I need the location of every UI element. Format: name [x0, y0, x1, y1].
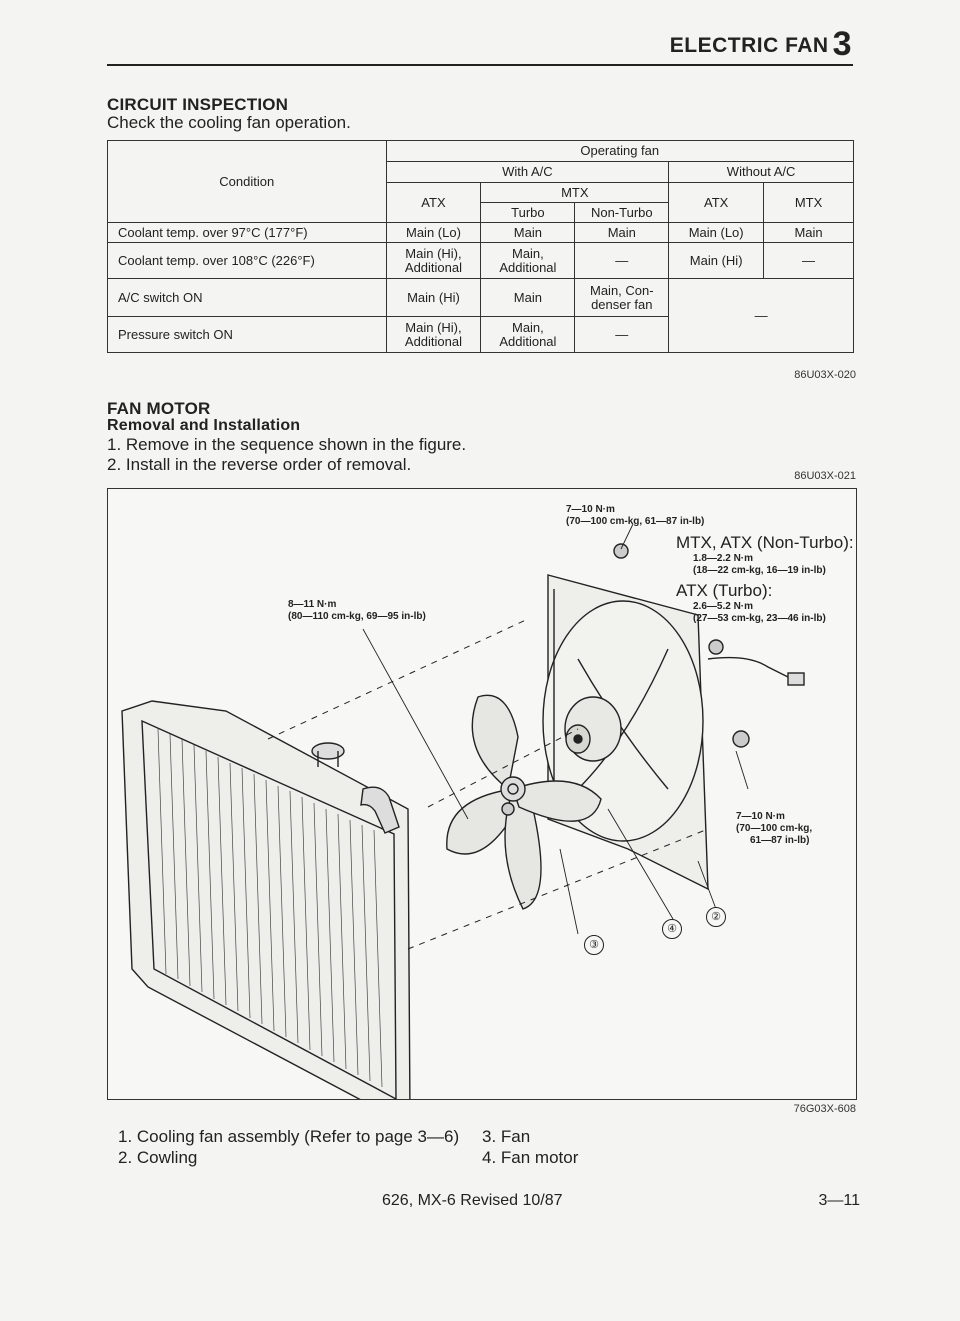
- table-cell: Main: [481, 279, 575, 317]
- exploded-view-figure: [107, 488, 857, 1100]
- callout-2: ②: [706, 907, 726, 927]
- table-cell: Main, Additional: [481, 243, 575, 279]
- figure-code-top: 86U03X-021: [794, 470, 856, 482]
- table-cell: Main, Additional: [481, 317, 575, 353]
- table-cell: —: [575, 317, 669, 353]
- legend-item-1: 1. Cooling fan assembly (Refer to page 3—6): [118, 1127, 460, 1146]
- step-2: 2. Install in the reverse order of removal.: [107, 455, 412, 474]
- table-cell: Main (Hi), Additional: [386, 317, 481, 353]
- table-row: [108, 243, 854, 279]
- row-condition: Pressure switch ON: [108, 317, 387, 353]
- table-cell: —: [764, 243, 854, 279]
- fan-operation-table: [107, 140, 854, 353]
- table-cell: Main (Hi), Additional: [386, 243, 481, 279]
- mtx-atx-torque: [693, 553, 826, 577]
- atx-turbo-torque-value: 2.6—5.2 N·m: [693, 601, 754, 612]
- callout-3: ③: [584, 935, 604, 955]
- th-turbo: Turbo: [481, 203, 575, 223]
- section-number: 3: [832, 25, 852, 63]
- th-without-ac: Without A/C: [669, 162, 854, 183]
- torque-top-units: (70—100 cm-kg, 61—87 in-lb): [566, 516, 705, 527]
- torque-right-units-2: 61—87 in-lb): [750, 835, 810, 846]
- page-number: 3—11: [818, 1192, 860, 1209]
- torque-right-units: (70—100 cm-kg,: [736, 823, 813, 834]
- step-1: 1. Remove in the sequence shown in the figure.: [107, 435, 467, 454]
- th-atx-noac: ATX: [669, 183, 764, 223]
- torque-left-units: (80—110 cm-kg, 69—95 in-lb): [288, 611, 426, 622]
- legend-item-4: 4. Fan motor: [482, 1148, 579, 1167]
- row-condition: Coolant temp. over 97°C (177°F): [108, 223, 387, 243]
- th-with-ac: With A/C: [386, 162, 669, 183]
- circuit-heading: CIRCUIT INSPECTION: [107, 95, 289, 114]
- th-non-turbo: Non-Turbo: [575, 203, 669, 223]
- table-cell: Main (Hi): [386, 279, 481, 317]
- torque-left-value: 8—11 N·m: [288, 599, 337, 610]
- legend-item-2: 2. Cowling: [118, 1148, 198, 1167]
- table-cell: Main: [575, 223, 669, 243]
- table-cell: Main (Lo): [669, 223, 764, 243]
- torque-top-value: 7—10 N·m: [566, 504, 615, 515]
- table-row: [108, 223, 854, 243]
- table-row: [108, 279, 854, 317]
- circuit-intro: Check the cooling fan operation.: [107, 113, 351, 132]
- table-cell: —: [575, 243, 669, 279]
- torque-top-label: [566, 504, 704, 528]
- atx-turbo-torque-units: (27—53 cm-kg, 23—46 in-lb): [693, 613, 826, 624]
- table-code: 86U03X-020: [794, 369, 856, 381]
- row-condition: Coolant temp. over 108°C (226°F): [108, 243, 387, 279]
- th-mtx-noac: MTX: [764, 183, 854, 223]
- mtx-atx-label: MTX, ATX (Non-Turbo):: [676, 533, 854, 552]
- fan-motor-heading: FAN MOTOR: [107, 399, 211, 418]
- th-atx: ATX: [386, 183, 481, 223]
- removal-subheading: Removal and Installation: [107, 417, 301, 434]
- callout-4: ④: [662, 919, 682, 939]
- page-header: [670, 22, 852, 61]
- header-title: ELECTRIC FAN: [669, 34, 829, 57]
- th-condition: Condition: [108, 141, 387, 223]
- row-condition: A/C switch ON: [108, 279, 387, 317]
- footer-revision: 626, MX-6 Revised 10/87: [382, 1192, 563, 1209]
- torque-right-label: [736, 811, 812, 847]
- torque-right-value: 7—10 N·m: [736, 811, 785, 822]
- mtx-atx-torque-value: 1.8—2.2 N·m: [693, 553, 754, 564]
- torque-left-label: [288, 599, 426, 623]
- th-operating-fan: Operating fan: [386, 141, 854, 162]
- header-rule: [107, 64, 853, 66]
- table-cell: Main: [481, 223, 575, 243]
- atx-turbo-torque: [693, 601, 826, 625]
- figure-code-bottom: 76G03X-608: [793, 1103, 856, 1115]
- table-cell: Main (Lo): [386, 223, 481, 243]
- th-mtx: MTX: [481, 183, 669, 203]
- mtx-atx-torque-units: (18—22 cm-kg, 16—19 in-lb): [693, 565, 826, 576]
- table-cell: —: [669, 279, 854, 353]
- atx-turbo-label: ATX (Turbo):: [676, 581, 773, 600]
- table-cell: Main: [764, 223, 854, 243]
- table-cell: Main, Con- denser fan: [575, 279, 669, 317]
- table-cell: Main (Hi): [669, 243, 764, 279]
- legend-item-3: 3. Fan: [482, 1127, 531, 1146]
